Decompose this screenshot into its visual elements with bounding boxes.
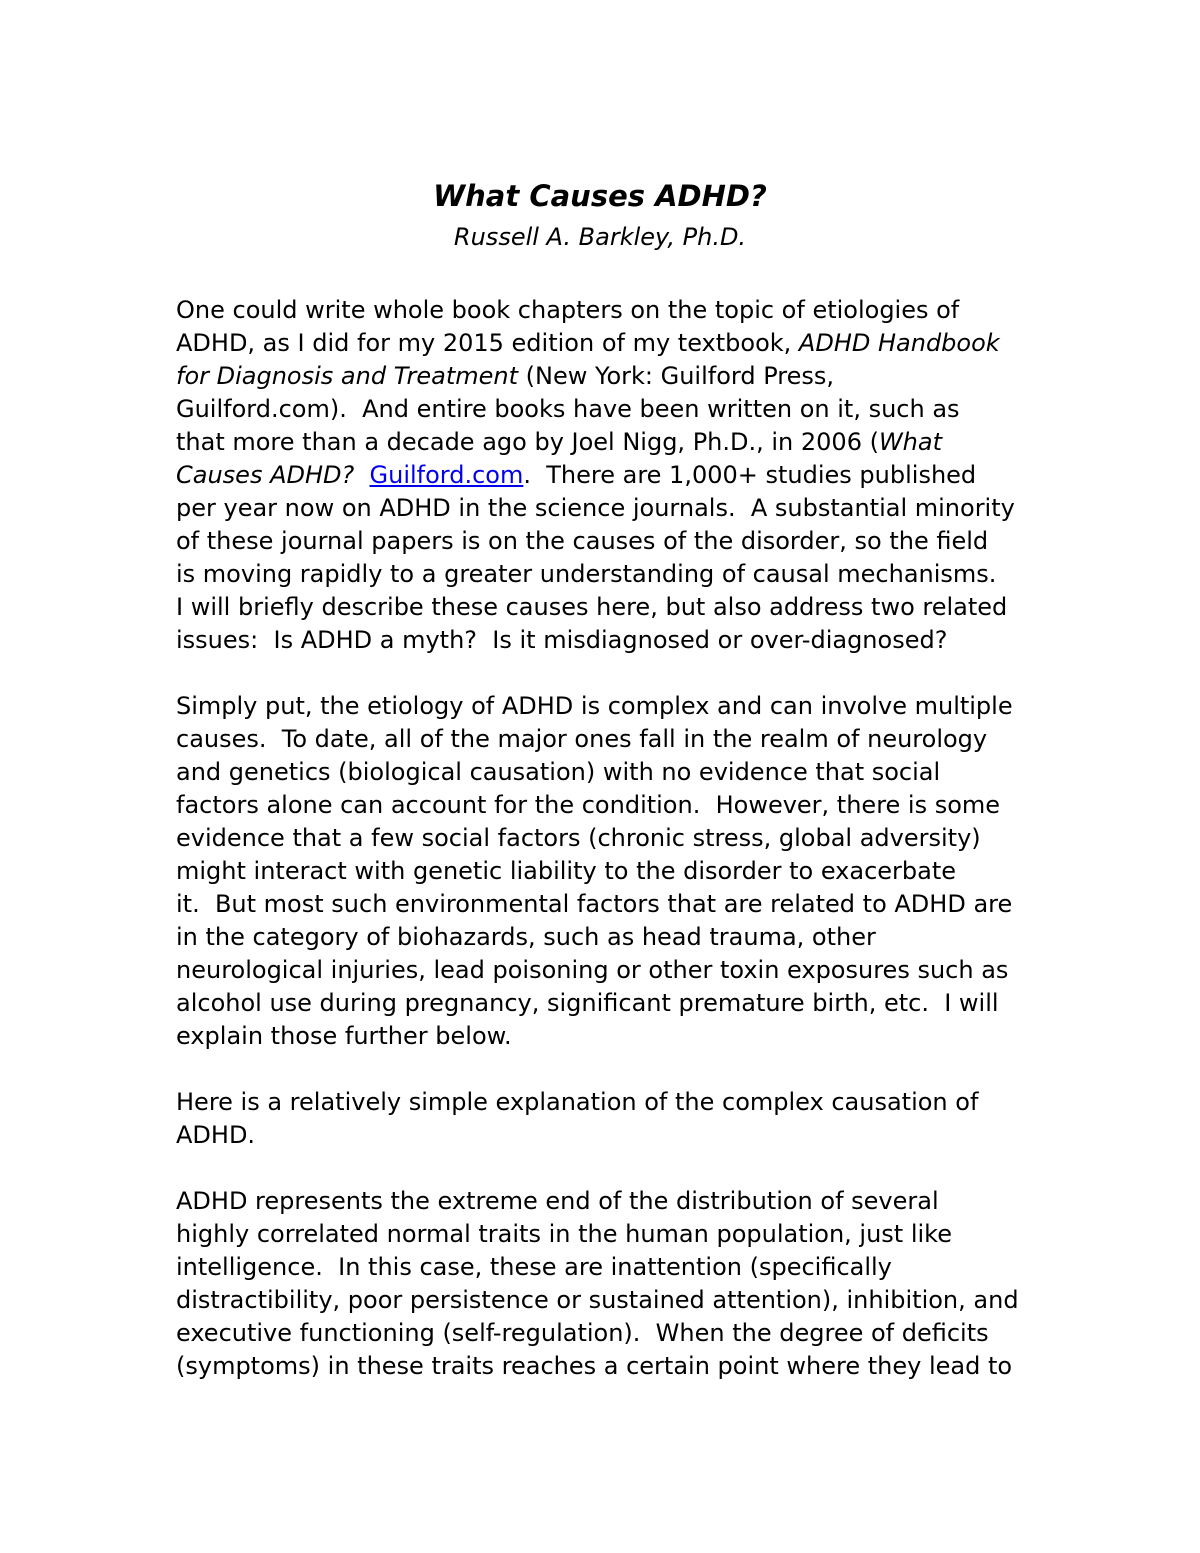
text-run: executive functioning (self-regulation). When the degree of deficits [176, 1319, 989, 1347]
text-run: Simply put, the etiology of ADHD is complex and can involve multiple [176, 692, 1013, 720]
text-run: . There are 1,000+ studies published [523, 461, 977, 489]
text-line [176, 558, 1036, 591]
text-run: might interact with genetic liability to the disorder to exacerbate [176, 857, 957, 885]
text-line [176, 1284, 1036, 1317]
document-author: Russell A. Barkley, Ph.D. [453, 223, 747, 251]
text-line [176, 1251, 1036, 1284]
text-run: Guilford.com). And entire books have been written on it, such as [176, 395, 960, 423]
text-run: explain those further below. [176, 1022, 512, 1050]
text-run: that more than a decade ago by Joel Nigg, Ph.D., in 2006 ( [176, 428, 879, 456]
text-run: of these journal papers is on the causes of the disorder, so the field [176, 527, 989, 555]
text-run: factors alone can account for the condition. However, there is some [176, 791, 1001, 819]
text-line [176, 1317, 1036, 1350]
text-line [176, 1350, 1036, 1383]
italic-text: for Diagnosis and Treatment [176, 362, 519, 390]
text-line [176, 327, 1036, 360]
text-line [176, 1119, 1036, 1152]
text-run: One could write whole book chapters on the topic of etiologies of [176, 296, 960, 324]
text-run: and genetics (biological causation) with no evidence that social [176, 758, 941, 786]
text-run: alcohol use during pregnancy, significant premature birth, etc. I will [176, 989, 999, 1017]
italic-text: What [878, 428, 943, 456]
paragraph [176, 1185, 1036, 1383]
text-run: is moving rapidly to a greater understanding of causal mechanisms. [176, 560, 997, 588]
text-run: causes. To date, all of the major ones fall in the realm of neurology [176, 725, 988, 753]
text-run: (New York: Guilford Press, [518, 362, 834, 390]
text-run: ADHD. [176, 1121, 256, 1149]
text-line [176, 294, 1036, 327]
text-run: I will briefly describe these causes here, but also address two related [176, 593, 1008, 621]
text-run: (symptoms) in these traits reaches a certain point where they lead to [176, 1352, 1013, 1380]
paragraph [176, 1086, 1036, 1152]
italic-text: Causes ADHD? [176, 461, 355, 489]
text-line [176, 954, 1036, 987]
text-line [176, 1020, 1036, 1053]
italic-text: ADHD Handbook [798, 329, 1000, 357]
text-line [176, 1086, 1036, 1119]
text-line [176, 1185, 1036, 1218]
text-run: ADHD, as I did for my 2015 edition of my textbook, [176, 329, 799, 357]
guilford-link[interactable]: Guilford.com [369, 461, 524, 489]
text-line [176, 723, 1036, 756]
text-line [176, 987, 1036, 1020]
text-run [354, 461, 369, 489]
text-run: evidence that a few social factors (chronic stress, global adversity) [176, 824, 981, 852]
text-line [176, 690, 1036, 723]
text-line [176, 822, 1036, 855]
text-line [176, 393, 1036, 426]
text-line [176, 624, 1036, 657]
text-line [176, 492, 1036, 525]
text-run: issues: Is ADHD a myth? Is it misdiagnosed or over-diagnosed? [176, 626, 948, 654]
text-line [176, 360, 1036, 393]
text-line [176, 525, 1036, 558]
text-line [176, 459, 1036, 492]
text-run: ADHD represents the extreme end of the distribution of several [176, 1187, 939, 1215]
document-body [176, 294, 1036, 1416]
text-run: distractibility, poor persistence or sustained attention), inhibition, and [176, 1286, 1019, 1314]
text-run: it. But most such environmental factors that are related to ADHD are [176, 890, 1013, 918]
document-title: What Causes ADHD? [433, 179, 767, 213]
text-line [176, 591, 1036, 624]
text-line [176, 756, 1036, 789]
text-run: Here is a relatively simple explanation of the complex causation of [176, 1088, 979, 1116]
text-run: intelligence. In this case, these are inattention (specifically [176, 1253, 892, 1281]
paragraph [176, 690, 1036, 1053]
text-run: in the category of biohazards, such as head trauma, other [176, 923, 876, 951]
text-line [176, 921, 1036, 954]
text-run: per year now on ADHD in the science journals. A substantial minority [176, 494, 1015, 522]
paragraph [176, 294, 1036, 657]
text-line [176, 789, 1036, 822]
text-line [176, 888, 1036, 921]
text-line [176, 1218, 1036, 1251]
text-run: highly correlated normal traits in the human population, just like [176, 1220, 952, 1248]
text-run: neurological injuries, lead poisoning or other toxin exposures such as [176, 956, 1009, 984]
text-line [176, 426, 1036, 459]
text-line [176, 855, 1036, 888]
